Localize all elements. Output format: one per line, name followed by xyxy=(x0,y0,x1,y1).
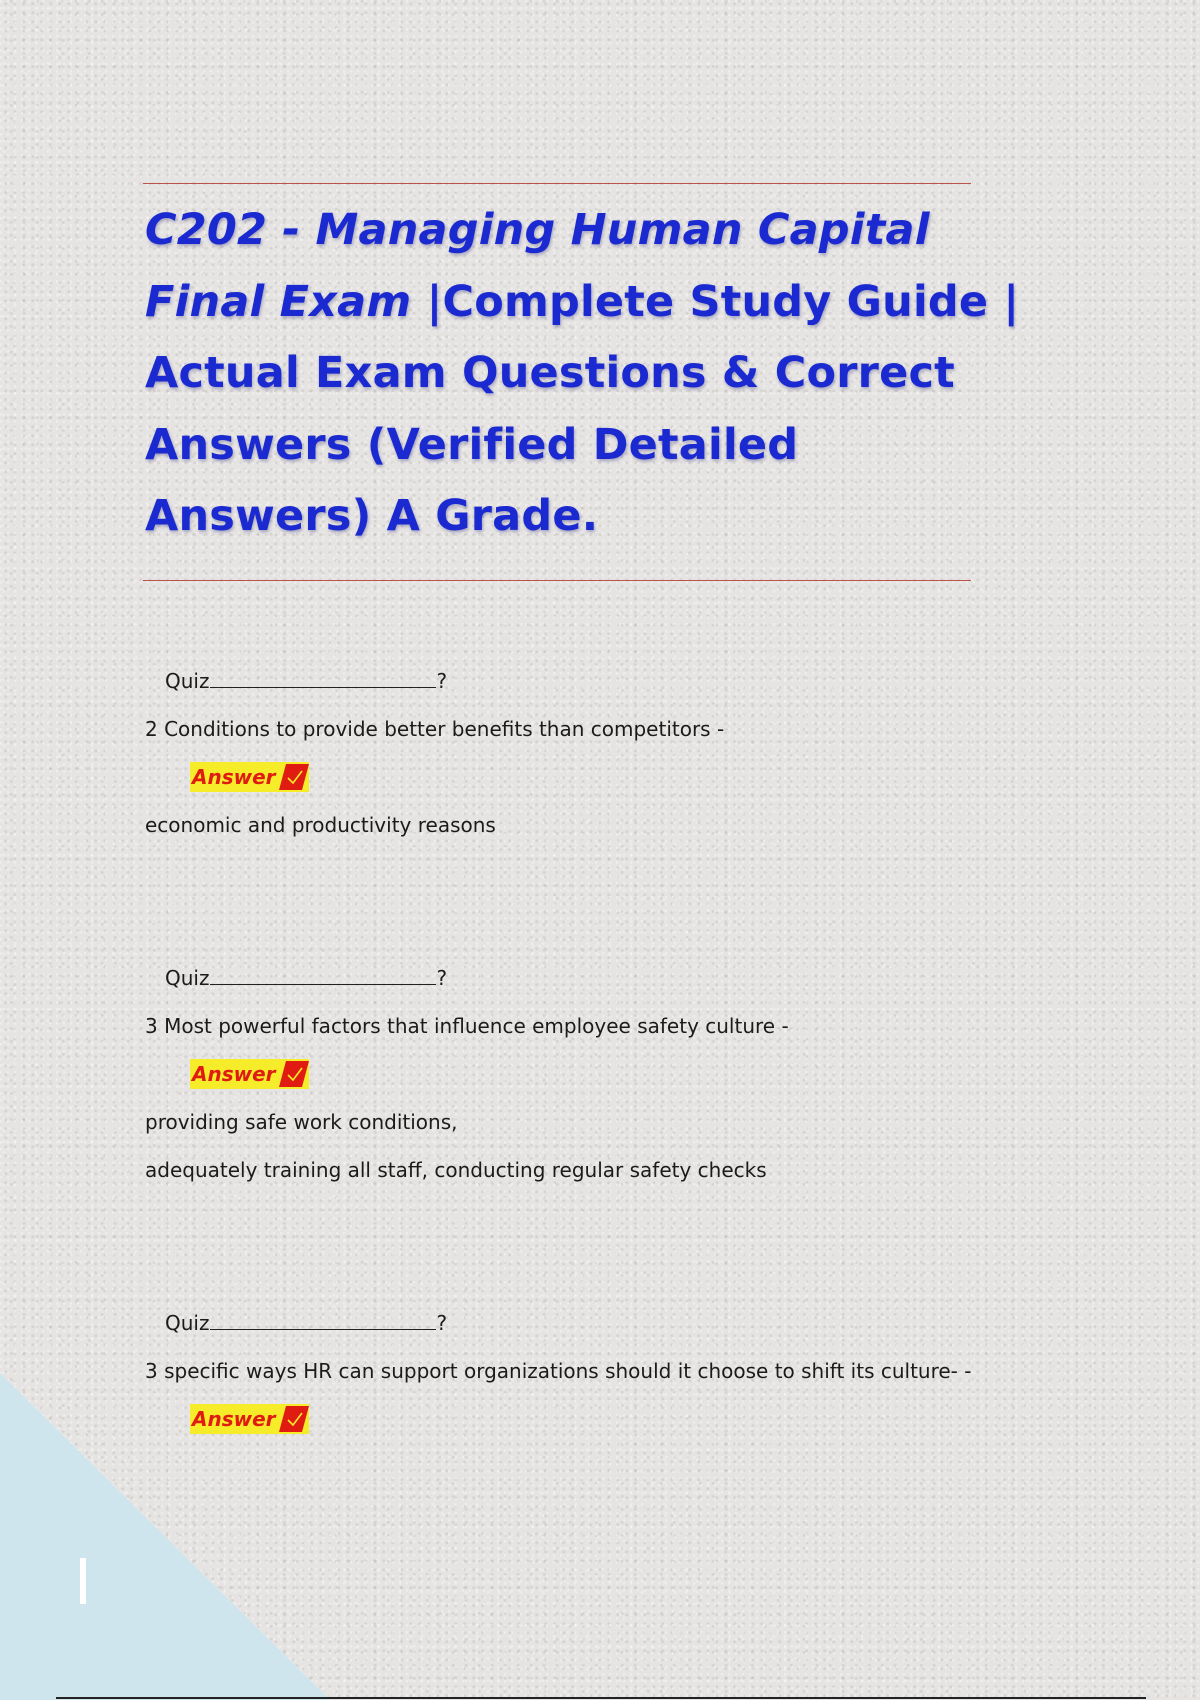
quiz-mark: ? xyxy=(436,966,448,990)
title-line-5: Answers) A Grade. xyxy=(145,491,599,541)
title-line-3: Actual Exam Questions & Correct xyxy=(145,348,955,398)
qa-item xyxy=(145,666,975,840)
quiz-mark: ? xyxy=(436,669,448,693)
document-title xyxy=(145,195,1020,553)
answer-line: economic and productivity reasons xyxy=(145,813,496,837)
title-divider xyxy=(143,580,971,581)
answer-label: Answer xyxy=(192,1407,276,1431)
answer-badge xyxy=(190,1059,309,1089)
qa-item xyxy=(145,963,975,1185)
quiz-blank xyxy=(210,966,436,985)
quiz-mark: ? xyxy=(436,1311,448,1335)
check-icon xyxy=(279,1406,309,1432)
title-line-2-italic: Final Exam xyxy=(145,276,412,327)
answer-line: adequately training all staff, conducting regular safety checks xyxy=(145,1158,767,1182)
title-line-2-rest: |Complete Study Guide | xyxy=(426,276,1020,327)
title-line-4: Answers (Verified Detailed xyxy=(145,419,799,470)
bottom-divider xyxy=(56,1697,1146,1699)
check-icon xyxy=(279,1061,309,1087)
quiz-blank xyxy=(210,1311,436,1330)
quiz-label xyxy=(165,963,975,993)
answer-badge xyxy=(190,762,309,792)
quiz-blank xyxy=(210,669,436,688)
quiz-label xyxy=(165,1308,975,1338)
title-line-1: C202 - Managing Human Capital xyxy=(145,205,930,255)
answer-label: Answer xyxy=(192,765,276,789)
corner-mark xyxy=(80,1558,86,1604)
answer-label: Answer xyxy=(192,1062,276,1086)
quiz-text: Quiz xyxy=(165,966,210,990)
qa-item xyxy=(145,1308,975,1434)
question-text: 3 Most powerful factors that influence employee safety culture - xyxy=(145,1014,789,1038)
answer-badge xyxy=(190,1404,309,1434)
title-line-2 xyxy=(145,267,1020,339)
check-icon xyxy=(279,764,309,790)
quiz-label xyxy=(165,666,975,696)
quiz-text: Quiz xyxy=(165,1311,210,1335)
answer-line: providing safe work conditions, xyxy=(145,1110,458,1134)
question-text: 2 Conditions to provide better benefits than competitors - xyxy=(145,717,725,741)
question-text: 3 specific ways HR can support organizations should it choose to shift its culture- - xyxy=(145,1359,972,1383)
quiz-text: Quiz xyxy=(165,669,210,693)
top-divider xyxy=(143,183,971,184)
